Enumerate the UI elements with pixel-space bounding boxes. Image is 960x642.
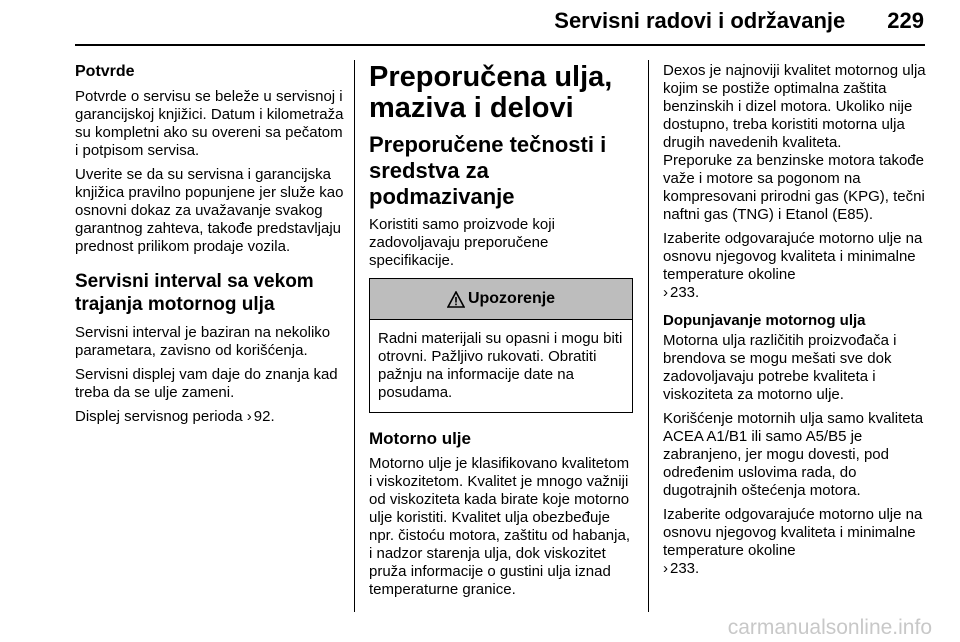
potvrde-heading: Potvrde	[75, 63, 135, 80]
display-ref-text: Displej servisnog perioda	[75, 408, 243, 425]
choose-oil-text-2: Izaberite odgovarajuće motorno ulje na osnovu njegovog kvaliteta i minimalne temperature okoline	[663, 506, 923, 559]
warning-header	[370, 279, 632, 320]
display-ref-page[interactable]: 92.	[253, 408, 275, 425]
mixing-oils-paragraph: Motorna ulja različitih proizvođača i brendova se mogu mešati sve dok zadovoljavaju potrebe kvaliteta i viskoziteta za motorno ulje.	[663, 332, 897, 403]
acea-paragraph: Korišćenje motornih ulja samo kvaliteta ACEA A1/B1 ili samo A5/B5 je zabranjeno, jer mogu dovesti, pod određenim uslovima rada, do dugotrajnih oštećenja motora.	[663, 410, 924, 499]
column-3	[663, 62, 931, 584]
choose-oil-ref-1[interactable]: 233.	[670, 284, 700, 301]
motor-oil-heading: Motorno ulje	[369, 429, 471, 448]
choose-oil-ref-2[interactable]: 233.	[670, 560, 700, 577]
watermark: carmanualsonline.info	[727, 616, 932, 639]
fluids-heading: Preporučene tečnosti i sredstva za podmazivanje	[369, 132, 607, 209]
choose-oil-paragraph-1	[663, 230, 931, 302]
page-ref-icon: ›	[663, 560, 668, 577]
interval-paragraph-3	[75, 408, 347, 426]
page-number: 229	[887, 8, 924, 33]
header-title: Servisni radovi i održavanje	[554, 8, 846, 33]
column-divider-2	[648, 60, 649, 612]
dexos-paragraph: Dexos je najnoviji kvalitet motornog ulja kojim se postiže optimalna zaštita benzinskih i dizel motora. Ukoliko nije dostupno, treba koristiti motorna ulja drugih navedenih kvaliteta.	[663, 62, 926, 151]
page-ref-icon: ›	[246, 408, 252, 425]
warning-triangle-icon	[447, 291, 465, 308]
topping-up-heading: Dopunjavanje motornog ulja	[663, 312, 866, 329]
column-2	[369, 62, 633, 605]
warning-box	[369, 278, 633, 413]
interval-paragraph-1: Servisni interval je baziran na nekoliko parametara, zavisno od korišćenja.	[75, 324, 331, 359]
column-1	[75, 62, 347, 432]
service-interval-heading: Servisni interval sa vekom trajanja motornog ulja	[75, 271, 314, 315]
choose-oil-paragraph-2	[663, 506, 931, 578]
page-ref-icon: ›	[663, 284, 668, 301]
petrol-engines-paragraph: Preporuke za benzinske motora takođe važe i motore sa pogonom na kompresovani prirodni gas (KPG), tečni naftni gas (TNG) i Etanol (E85).	[663, 152, 925, 223]
header-rule	[75, 44, 925, 46]
warning-text: Radni materijali su opasni i mogu biti otrovni. Pažljivo rukovati. Obratiti pažnju na informacije date na posudama.	[378, 330, 623, 401]
motor-oil-paragraph: Motorno ulje je klasifikovano kvalitetom i viskozitetom. Kvalitet je mnogo važniji od viskoziteta kada birate koje motorno ulje koristiti. Kvalitet ulja obezbeđuje npr. čistoću motora, zaštitu od habanja, i nadzor starenja ulja, dok viskozitet pruža informacije o gustini ulja iznad temperaturne granice.	[369, 455, 630, 598]
potvrde-paragraph-2: Uverite se da su servisna i garancijska knjižica pravilno popunjene jer služe kao osnovni dokaz za uvažavanje svakog garantnog zahteva, takođe predstavljaju prednost prilikom prodaje vozila.	[75, 166, 344, 255]
interval-paragraph-2: Servisni displej vam daje do znanja kad treba da se ulje zameni.	[75, 366, 338, 401]
fluids-intro: Koristiti samo proizvode koji zadovoljavaju preporučene specifikacije.	[369, 216, 555, 269]
column-divider-1	[354, 60, 355, 612]
page-header	[0, 8, 924, 34]
choose-oil-text-1: Izaberite odgovarajuće motorno ulje na osnovu njegovog kvaliteta i minimalne temperature okoline	[663, 230, 923, 283]
potvrde-paragraph-1: Potvrde o servisu se beleže u servisnoj i garancijskoj knjižici. Datum i kilometraža su kompletni ako su overeni sa pečatom i potpisom servisa.	[75, 88, 344, 159]
main-heading: Preporučena ulja, maziva i delovi	[369, 61, 613, 124]
warning-label: Upozorenje	[467, 290, 556, 307]
